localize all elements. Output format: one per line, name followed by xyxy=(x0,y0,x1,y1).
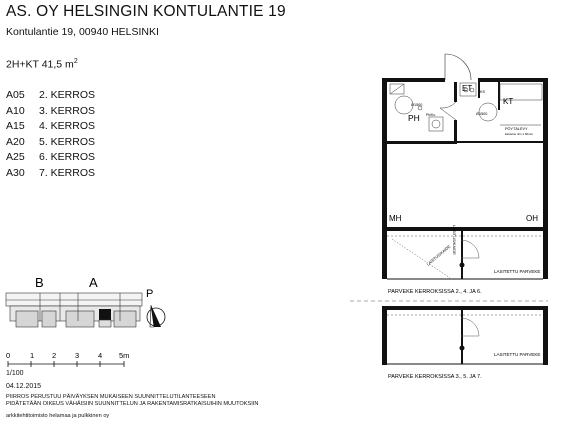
shower-note: Ø1500 xyxy=(411,103,423,107)
apartment-type-text: 2H+KT 41,5 m xyxy=(6,58,74,71)
unit-code: A15 xyxy=(6,120,25,133)
unit-floor: 7. KERROS xyxy=(39,166,96,179)
scale-tick-label: 0 xyxy=(6,351,11,360)
scale-tick-label: 3 xyxy=(75,351,80,360)
page-title: AS. OY HELSINGIN KONTULANTIE 19 xyxy=(6,3,286,20)
exterior-walls xyxy=(382,78,548,231)
balcony-2 xyxy=(350,301,548,365)
glazing-label-diag: LASITUS/KAIDE xyxy=(425,243,452,267)
washing-machine-note: Pk/Ko xyxy=(426,113,436,117)
scale-bar-line xyxy=(8,361,124,367)
unit-floor: 4. KERROS xyxy=(39,120,96,133)
scale-ratio: 1/100 xyxy=(6,370,24,377)
unit-floor: 2. KERROS xyxy=(39,89,96,101)
bathroom-door xyxy=(440,102,456,120)
key-plan xyxy=(6,275,165,327)
balcony-caption-2: PARVEKE KERROKSISSA 3., 5. JA 7. xyxy=(388,374,482,380)
scale-tick-label: 2 xyxy=(52,351,57,360)
turning-circle-note: Ø1500 xyxy=(476,112,488,116)
balcony-label-1: LASITETTU PARVEKE xyxy=(494,269,541,274)
kitchen-note-detail: kalustus niin 1 60mm xyxy=(505,132,534,136)
address: Kontulantie 19, 00940 HELSINKI xyxy=(6,26,159,38)
drawing-date: 04.12.2015 xyxy=(6,383,42,390)
area-unit-superscript: 2 xyxy=(73,58,78,65)
unit-floor: 6. KERROS xyxy=(39,151,96,164)
room-label-mh: MH xyxy=(389,214,402,223)
glazing-label: LASITUS/KAIDE xyxy=(452,225,457,255)
floor-plan xyxy=(350,54,548,380)
stair-a-label: A xyxy=(89,275,98,290)
disclaimer-line: PIIRROS PERUSTUU PÄIVÄYKSEN MUKAISEEN SUUNNITTELUTILANTEESEEN xyxy=(6,394,216,400)
stair-b-label: B xyxy=(35,275,44,290)
room-label-kt: KT xyxy=(503,97,514,106)
scale-tick-label: 5m xyxy=(119,351,130,360)
kitchen-note: PÖYTÄLEVY xyxy=(505,127,528,131)
north-label: P xyxy=(146,288,154,300)
architect-office: arkkitehtitoimisto helamaa ja pulkkinen oy xyxy=(6,413,110,419)
highlighted-balcony xyxy=(99,320,111,327)
key-plan-building xyxy=(6,293,142,327)
disclaimer-notes xyxy=(6,394,258,408)
scale-tick-label: 4 xyxy=(98,351,103,360)
scale-bar xyxy=(6,351,129,367)
room-label-oh: OH xyxy=(526,214,538,223)
balcony-1 xyxy=(382,225,548,279)
unit-code: A30 xyxy=(6,166,25,179)
unit-floor: 5. KERROS xyxy=(39,135,96,148)
scale-tick-label: 1 xyxy=(30,351,35,360)
unit-code: A05 xyxy=(6,89,25,101)
highlighted-apartment xyxy=(99,309,111,320)
unit-code: A10 xyxy=(6,104,25,117)
unit-code: A25 xyxy=(6,151,25,164)
bathroom-fixtures xyxy=(390,84,443,131)
north-arrow-icon xyxy=(147,305,165,327)
balcony-label-2: LASITETTU PARVEKE xyxy=(494,352,541,357)
entrance-door xyxy=(445,54,471,80)
balcony-caption-1: PARVEKE KERROKSISSA 2., 4. JA 6. xyxy=(388,289,482,295)
room-label-ph: PH xyxy=(408,113,420,123)
unit-floor: 3. KERROS xyxy=(39,104,96,117)
kitchen-fixtures xyxy=(460,83,542,125)
room-label-et: ET xyxy=(462,84,473,93)
disclaimer-line: PIDÄTETÄÄN OIKEUS VÄHÄISIIN SUUNNITTELUN JA RAKENTAMISRATKAISUIHIN MUUTOKSIIN xyxy=(6,400,259,407)
ks-note: KS xyxy=(480,90,486,94)
unit-code: A20 xyxy=(6,135,25,148)
